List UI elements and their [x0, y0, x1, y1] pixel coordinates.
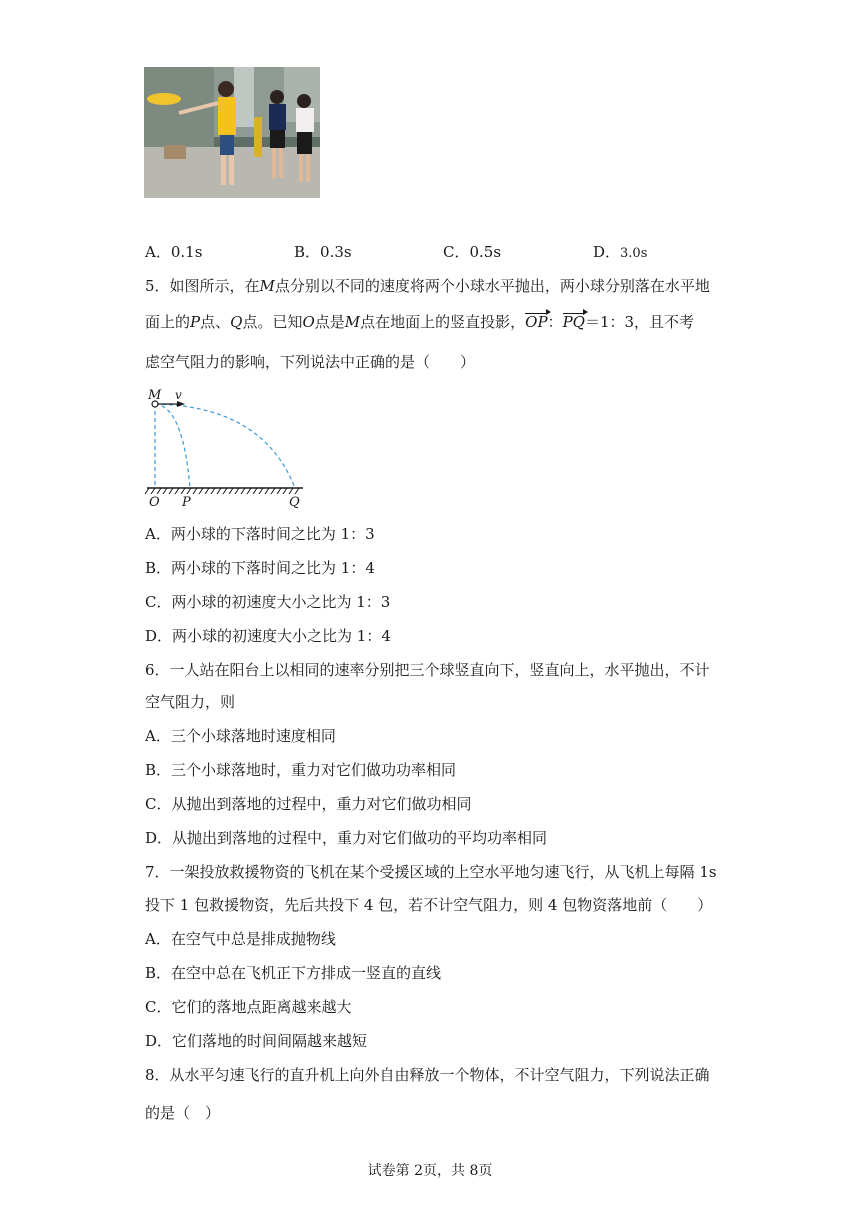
q7-stem-line1: 7．一架投放救援物资的飞机在某个受援区域的上空水平地匀速飞行，从飞机上每隔 1s — [145, 863, 717, 881]
q5-option-d: D．两小球的初速度大小之比为 1：4 — [145, 627, 391, 645]
q5-var-p: P — [190, 313, 201, 331]
q7-option-b: B．在空中总在飞机正下方排成一竖直的直线 — [145, 964, 442, 982]
q5-text: ＝1：3，且不考 — [584, 313, 695, 331]
page-footer: 试卷第 2页，共 8页 — [367, 1163, 493, 1179]
label-p: P — [182, 495, 191, 510]
q6-option-c: C．从抛出到落地的过程中，重力对它们做功相同 — [145, 795, 472, 813]
q7-option-a: A．在空气中总是排成抛物线 — [145, 930, 336, 948]
q5-option-b: B．两小球的下落时间之比为 1：4 — [145, 559, 375, 577]
label-v: v — [175, 388, 182, 402]
q5-option-c: C．两小球的初速度大小之比为 1：3 — [145, 593, 391, 611]
q6-option-a: A．三个小球落地时速度相同 — [145, 727, 336, 745]
q6-option-d: D．从抛出到落地的过程中，重力对它们做功的平均功率相同 — [145, 829, 548, 847]
frisbee-photo — [144, 67, 320, 198]
q5-stem-line2 — [145, 312, 694, 332]
q5-stem-line1 — [145, 276, 710, 296]
q5-vector-op: OP — [525, 313, 548, 331]
q5-option-a: A．两小球的下落时间之比为 1：3 — [145, 525, 375, 543]
q4-option-b: B．0.3s — [294, 243, 352, 261]
q4-option-a: A．0.1s — [145, 243, 203, 261]
q7-option-d: D．它们落地的时间间隔越来越短 — [145, 1032, 368, 1050]
projectile-diagram — [143, 384, 313, 510]
q5-var-m: M — [259, 277, 275, 295]
label-m: M — [148, 388, 162, 403]
q7-stem-line2: 投下 1 包救援物资，先后共投下 4 包，若不计空气阻力，则 4 包物资落地前（ ） — [145, 896, 713, 914]
q5-text: 5．如图所示，在 — [145, 277, 260, 295]
q4-option-d-label: D． — [593, 243, 621, 261]
q5-var-o: O — [302, 313, 315, 331]
q6-stem-line1: 6．一人站在阳台上以相同的速率分别把三个球竖直向下，竖直向上，水平抛出，不计 — [145, 661, 710, 679]
q8-stem-line1: 8．从水平匀速飞行的直升机上向外自由释放一个物体，不计空气阻力，下列说法正确 — [145, 1066, 710, 1084]
q5-text: 点在地面上的竖直投影， — [360, 313, 526, 331]
label-o: O — [149, 495, 160, 510]
q5-vector-pq: PQ — [562, 313, 585, 331]
q5-var-q: Q — [230, 313, 243, 331]
q5-text: 点、 — [200, 313, 231, 331]
q8-stem-line2: 的是（ ） — [145, 1104, 221, 1122]
q5-stem-line3: 虑空气阻力的影响，下列说法中正确的是（ ） — [145, 353, 476, 371]
q5-text: 面上的 — [145, 313, 191, 331]
q6-stem-line2: 空气阻力，则 — [145, 693, 236, 711]
q6-option-b: B．三个小球落地时，重力对它们做功功率相同 — [145, 761, 457, 779]
q4-option-d — [593, 242, 647, 264]
q5-text: 点。已知 — [242, 313, 303, 331]
q5-text: 点是 — [314, 313, 345, 331]
q4-option-d-value: 3.0s — [620, 246, 648, 261]
q5-var-m: M — [344, 313, 361, 331]
q5-text: ： — [547, 313, 563, 331]
q7-option-c: C．它们的落地点距离越来越大 — [145, 998, 352, 1016]
label-q: Q — [289, 495, 300, 510]
q4-option-c: C．0.5s — [443, 243, 502, 261]
q5-text: 点分别以不同的速度将两个小球水平抛出，两小球分别落在水平地 — [274, 277, 710, 295]
